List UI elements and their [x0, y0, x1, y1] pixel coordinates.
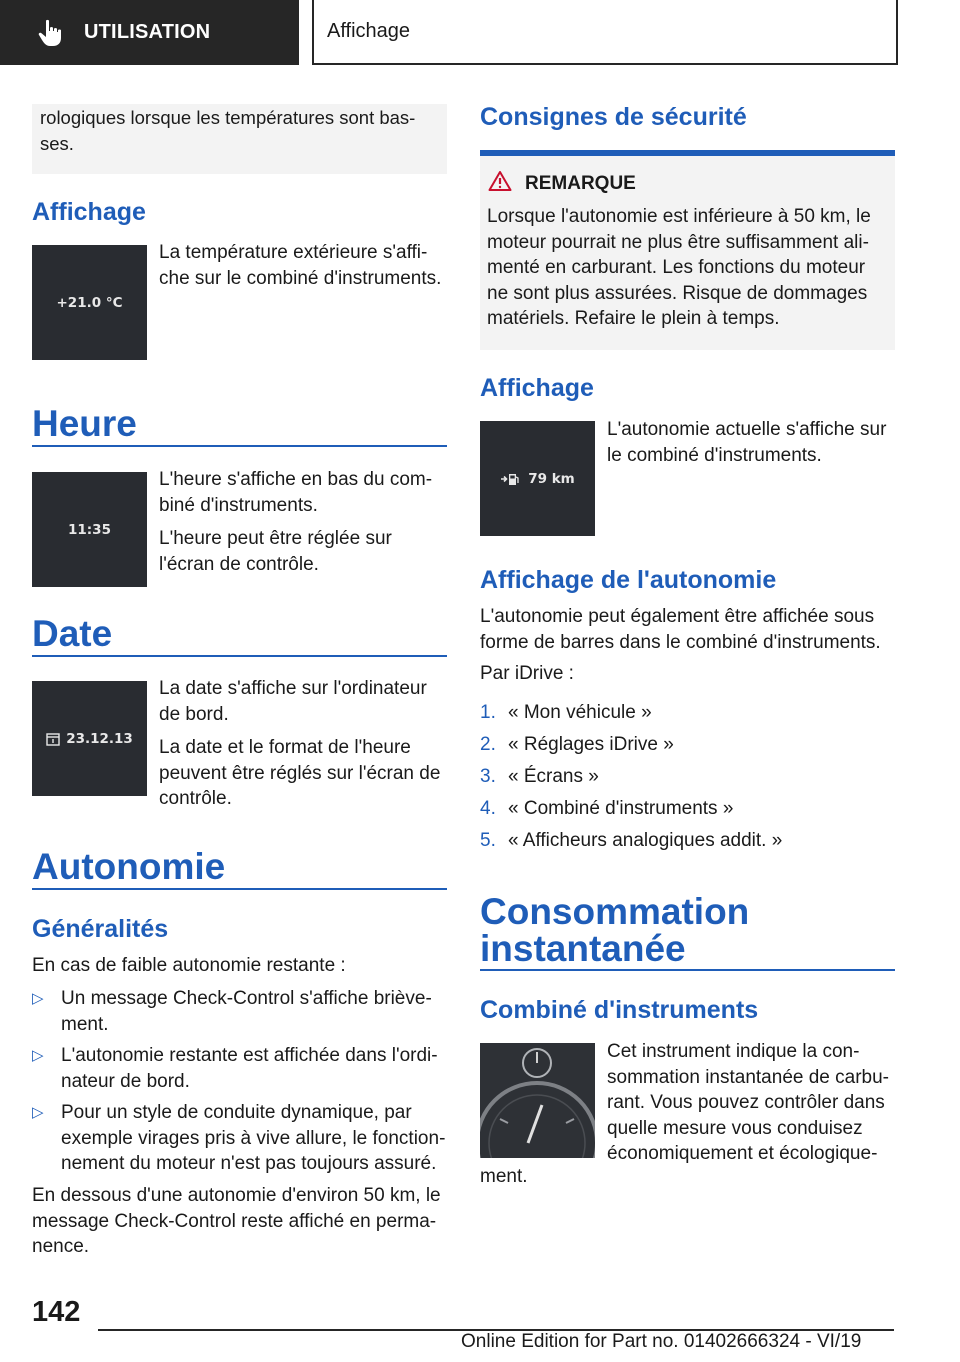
range-value: 79 km: [528, 470, 575, 487]
step-text: « Mon véhicule »: [508, 702, 652, 723]
consommation-heading-line1: Consommation: [480, 891, 750, 932]
warning-triangle-icon: [488, 170, 512, 192]
continued-text-box: [32, 104, 447, 174]
consommation-heading-line2: instantanée: [480, 928, 686, 969]
gauge-dial-icon: [480, 1043, 595, 1158]
step-text: « Écrans »: [508, 766, 599, 787]
step-number: 5.: [480, 830, 496, 851]
notice-bar: [480, 150, 895, 156]
heure-text-1: L'heure s'affiche en bas du com-biné d'instruments.: [159, 469, 433, 516]
temperature-text: La température extérieure s'affi-che sur le combiné d'instruments.: [159, 242, 442, 289]
triangle-bullet-icon: ▷: [32, 1047, 44, 1064]
section-tab: [0, 0, 299, 65]
fuel-pump-icon: [500, 472, 520, 486]
affichage-range-heading: Affichage: [480, 374, 594, 402]
step-number: 3.: [480, 766, 496, 787]
autonomie-rule: [32, 888, 447, 890]
date-rule: [32, 655, 447, 657]
idrive-intro: Par iDrive :: [480, 663, 574, 684]
step-text: « Afficheurs analogiques addit. »: [508, 830, 783, 851]
combine-text-end: ment.: [480, 1166, 528, 1187]
notice-box: [480, 150, 895, 350]
temperature-display-image: [32, 245, 147, 360]
calendar-icon: [46, 732, 60, 746]
safety-heading: Consignes de sécurité: [480, 103, 747, 131]
date-value: 23.12.13: [66, 730, 133, 747]
bullet-text: Pour un style de conduite dynamique, par exemple virages pris à vive allure, le fonction-nement du moteur n'est pas toujours assuré.: [61, 1102, 446, 1174]
gauge-image: [480, 1043, 595, 1158]
bullet-text: Un message Check-Control s'affiche briève-ment.: [61, 988, 432, 1035]
affichage-heading: Affichage: [32, 198, 146, 226]
heure-text-2: L'heure peut être réglée sur l'écran de contrôle.: [159, 528, 392, 575]
page-topic: Affichage: [327, 20, 411, 42]
combine-text: Cet instrument indique la con-sommation instantanée de carbu-rant. Vous pouvez contrôler dans quelle mesure vous conduisez économiquement et écologique-: [607, 1041, 889, 1164]
step-text: « Combiné d'instruments »: [508, 798, 734, 819]
autonomie-intro: En cas de faible autonomie restante :: [32, 955, 346, 976]
clock-value: 11:35: [68, 521, 111, 538]
temperature-value: +21.0 °C: [56, 294, 123, 311]
heure-heading: Heure: [32, 403, 137, 444]
continued-text: rologiques lorsque les températures sont bas-ses.: [40, 107, 416, 154]
notice-label: REMARQUE: [525, 173, 636, 194]
range-display-image: [480, 421, 595, 536]
range-display-heading: Affichage de l'autonomie: [480, 566, 777, 594]
date-text-2: La date et le format de l'heure peuvent être réglés sur l'écran de contrôle.: [159, 737, 441, 809]
range-display-text: L'autonomie peut également être affichée sous forme de barres dans le combiné d'instruments.: [480, 606, 881, 653]
step-number: 1.: [480, 702, 496, 723]
step-number: 2.: [480, 734, 496, 755]
autonomie-closing: En dessous d'une autonomie d'environ 50 km, le message Check-Control reste affiché en perma-nence.: [32, 1185, 441, 1257]
bullet-text: L'autonomie restante est affichée dans l'ordi-nateur de bord.: [61, 1045, 438, 1092]
triangle-bullet-icon: ▷: [32, 990, 44, 1007]
notice-text: Lorsque l'autonomie est inférieure à 50 km, le moteur pourrait ne plus être suffisamment ali-menté en carburant. Les fonctions du moteur ne sont plus assurées. Risque de dommages matériels. Refaire le plein à temps.: [487, 206, 871, 329]
range-text: L'autonomie actuelle s'affiche sur le combiné d'instruments.: [607, 419, 887, 466]
heure-rule: [32, 445, 447, 447]
hand-pointer-icon: [38, 19, 64, 47]
triangle-bullet-icon: ▷: [32, 1104, 44, 1121]
combine-heading: Combiné d'instruments: [480, 996, 759, 1024]
clock-display-image: [32, 472, 147, 587]
edition-text: Online Edition for Part no. 01402666324 - VI/19: [461, 1331, 862, 1352]
date-text-1: La date s'affiche sur l'ordinateur de bord.: [159, 678, 427, 725]
generalites-heading: Généralités: [32, 915, 169, 943]
step-text: « Réglages iDrive »: [508, 734, 674, 755]
section-title: UTILISATION: [84, 21, 211, 43]
consommation-rule: [480, 969, 895, 971]
page-header: [312, 0, 898, 65]
date-display-image: [32, 681, 147, 796]
page-number: 142: [32, 1296, 81, 1328]
step-number: 4.: [480, 798, 496, 819]
autonomie-heading: Autonomie: [32, 846, 226, 887]
date-heading: Date: [32, 613, 113, 654]
